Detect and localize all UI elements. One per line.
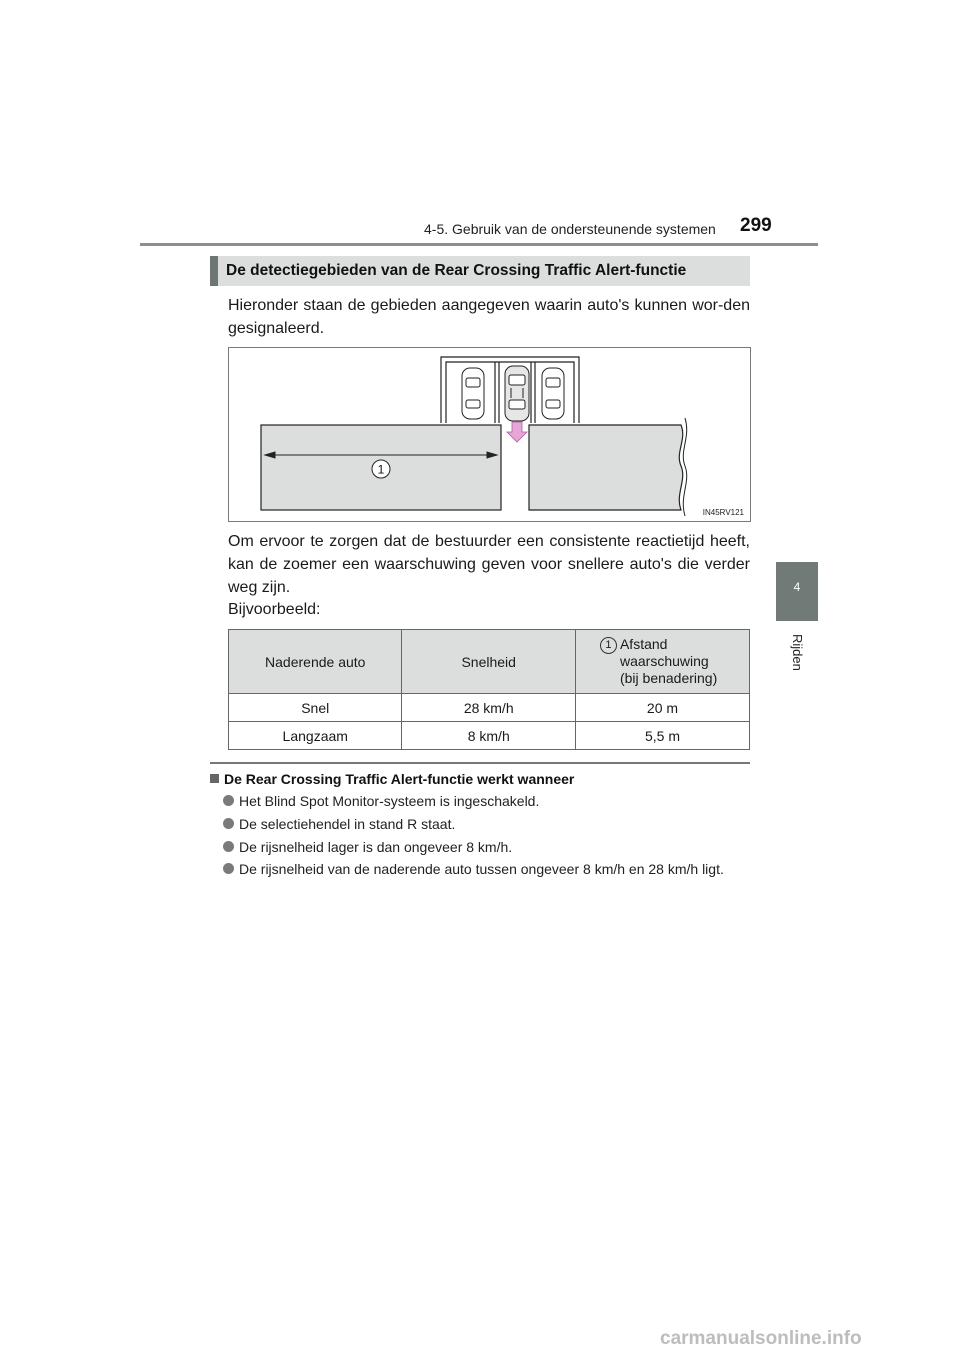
list-item-text: De rijsnelheid van de naderende auto tussen ongeveer 8 km/h en 28 km/h ligt. (239, 861, 724, 877)
header-rule (140, 243, 818, 246)
section-title: De detectiegebieden van de Rear Crossing Traffic Alert-functie (226, 262, 687, 279)
intro-paragraph: Hieronder staan de gebieden aangegeven waarin auto's kunnen wor-den gesignaleerd. (228, 297, 750, 337)
table-cell: Snel (229, 694, 402, 722)
table-cell: 5,5 m (575, 722, 749, 750)
bullet-dot-icon (223, 795, 234, 806)
header-approaching-vehicle: Naderende auto (229, 630, 402, 694)
reverse-direction-arrow (507, 422, 527, 442)
subsection-rule (210, 762, 750, 764)
figure-code: IN45RV121 (702, 508, 744, 517)
watermark: carmanualsonline.info (660, 1328, 862, 1349)
list-item-text: Het Blind Spot Monitor-systeem is ingeschakeld. (239, 793, 540, 809)
chapter-tab-number: 4 (793, 580, 801, 594)
bullet-dot-icon (223, 841, 234, 852)
table-row (229, 722, 750, 750)
parked-car-right (542, 368, 564, 419)
table-row (229, 694, 750, 722)
reversing-car (505, 366, 529, 421)
list-item (223, 860, 751, 878)
break-line (683, 418, 686, 516)
example-label: Bijvoorbeeld: (228, 601, 321, 618)
header-distance-line-2: waarschuwing (619, 653, 709, 669)
section-heading (210, 256, 750, 286)
explanation-paragraph: Om ervoor te zorgen dat de bestuurder een consistente reactietijd heeft, kan de zoemer een waarschuwing geven voor snellere auto's die verder weg zijn. (228, 533, 750, 596)
table-cell: 20 m (575, 694, 749, 722)
list-item-text: De selectiehendel in stand R staat. (239, 816, 456, 832)
bullet-dot-icon (223, 818, 234, 829)
detection-zone-right (529, 425, 683, 510)
chapter-tab-label: Rijden (790, 634, 805, 671)
running-header: 4-5. Gebruik van de ondersteunende systemen (424, 221, 716, 237)
warning-distance-table (228, 629, 750, 750)
subsection-title: De Rear Crossing Traffic Alert-functie werkt wanneer (224, 771, 575, 787)
square-bullet-icon (210, 774, 219, 783)
table-cell: Langzaam (229, 722, 402, 750)
header-warning-distance (575, 630, 749, 694)
header-distance-line-1: Afstand (619, 636, 668, 652)
table-cell: 8 km/h (402, 722, 575, 750)
header-callout: 1 (600, 637, 617, 654)
list-item (223, 815, 751, 833)
bullet-dot-icon (223, 863, 234, 874)
list-item-text: De rijsnelheid lager is dan ongeveer 8 km/h. (239, 839, 513, 855)
table-cell: 28 km/h (402, 694, 575, 722)
list-item (223, 838, 751, 856)
table-header-row (229, 630, 750, 694)
list-item (223, 792, 751, 810)
header-speed: Snelheid (402, 630, 575, 694)
page-number: 299 (740, 215, 772, 236)
figure-callout: 1 (377, 462, 385, 477)
header-distance-line-3: (bij benadering) (619, 670, 718, 686)
section-heading-bar (210, 256, 218, 286)
detection-area-diagram (229, 348, 750, 521)
parked-car-left (462, 368, 484, 419)
detection-area-figure (228, 347, 751, 522)
subsection-heading (210, 771, 574, 787)
